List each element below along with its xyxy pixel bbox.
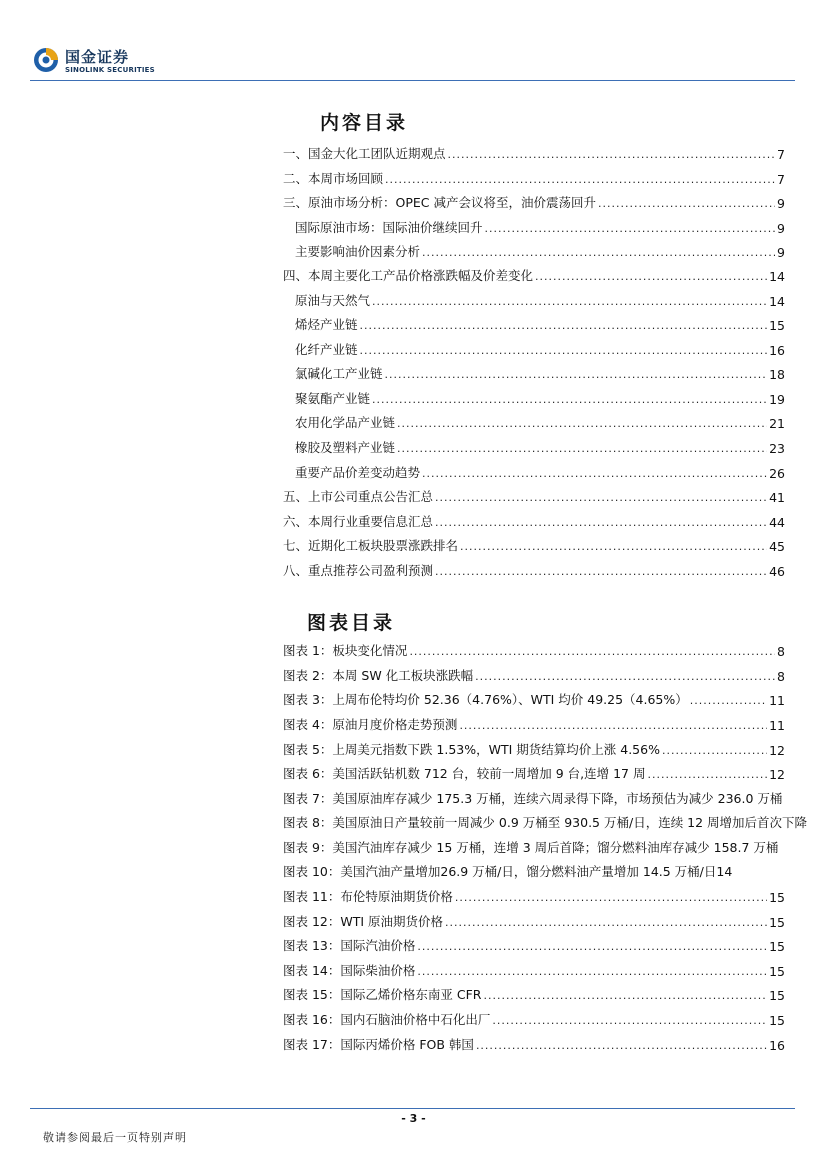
dot-leader	[459, 719, 767, 733]
dot-leader	[435, 516, 767, 530]
figure-item[interactable]	[283, 690, 785, 708]
toc-item-text: 烯烃产业链	[295, 317, 358, 332]
toc-item-page: 14	[769, 269, 785, 284]
sinolink-logo-icon	[33, 47, 59, 73]
figure-item-page: 15	[769, 890, 785, 905]
toc-item-text: 化纤产业链	[295, 342, 358, 357]
toc-item-text: 氯碱化工产业链	[295, 366, 383, 381]
figure-item[interactable]	[283, 887, 785, 905]
dot-leader	[385, 173, 775, 187]
toc-subitem[interactable]	[283, 315, 785, 333]
figure-item-text: 图表 12：WTI 原油期货价格	[283, 914, 444, 929]
dot-leader	[417, 965, 767, 979]
toc-item[interactable]	[283, 144, 785, 162]
toc-subitem[interactable]	[283, 218, 785, 236]
figure-item-text: 图表 17：国际丙烯价格 FOB 韩国	[283, 1037, 474, 1052]
figure-item-text: 图表 11：布伦特原油期货价格	[283, 889, 453, 904]
figure-item-text: 图表 4：原油月度价格走势预测	[283, 717, 458, 732]
figure-item-text: 图表 5：上周美元指数下跌 1.53%，WTI 期货结算均价上涨 4.56%	[283, 742, 660, 757]
dot-leader	[372, 295, 767, 309]
logo-english-name: SINOLINK SECURITIES	[65, 66, 155, 74]
toc-item-text: 八、重点推荐公司盈利预测	[283, 563, 434, 578]
toc-item-text: 聚氨酯产业链	[295, 391, 371, 406]
toc-item-page: 16	[769, 343, 785, 358]
toc-item-page: 41	[769, 490, 785, 505]
toc-item-text: 一、国金大化工团队近期观点	[283, 146, 446, 161]
toc-subitem[interactable]	[283, 340, 785, 358]
figure-item[interactable]	[283, 740, 785, 758]
figure-item-text: 图表 3：上周布伦特均价 52.36（4.76%）、WTI 均价 49.25（4.65%）	[283, 692, 688, 707]
dot-leader	[422, 246, 775, 260]
toc-subitem[interactable]	[283, 291, 785, 309]
dot-leader	[455, 891, 767, 905]
header-divider	[30, 80, 795, 81]
toc-item[interactable]	[283, 487, 785, 505]
toc-item-page: 23	[769, 441, 785, 456]
toc-item[interactable]	[283, 266, 785, 284]
figure-item-page: 8	[777, 669, 785, 684]
figure-item-page: 16	[769, 1038, 785, 1053]
figure-item-page: 15	[769, 988, 785, 1003]
figure-item-page: 11	[769, 718, 785, 733]
figure-item-text: 图表 10：美国汽油产量增加26.9 万桶/日，馏分燃料油产量增加 14.5 万桶/日14	[283, 864, 733, 879]
figure-list-title: 图表目录	[307, 612, 396, 634]
toc-item-text: 农用化学品产业链	[295, 415, 396, 430]
dot-leader	[690, 694, 767, 708]
figure-item[interactable]	[283, 789, 827, 807]
dot-leader	[460, 540, 767, 554]
toc-item[interactable]	[283, 169, 785, 187]
dot-leader	[422, 467, 767, 481]
figure-item-page: 15	[769, 915, 785, 930]
toc-subitem[interactable]	[283, 413, 785, 431]
dot-leader	[360, 319, 768, 333]
dot-leader	[492, 1014, 767, 1028]
toc-item-page: 7	[777, 147, 785, 162]
figure-item-text: 图表 14：国际柴油价格	[283, 963, 416, 978]
toc-item-text: 三、原油市场分析：OPEC 减产会议将至，油价震荡回升	[283, 195, 596, 210]
toc-item-text: 七、近期化工板块股票涨跌排名	[283, 538, 459, 553]
figure-item-text: 图表 8：美国原油日产量较前一周减少 0.9 万桶至 930.5 万桶/日，连续 12 周增加后首次下降	[283, 815, 808, 830]
page-header	[0, 0, 827, 82]
figure-item[interactable]	[283, 961, 785, 979]
figure-item-page: 12	[769, 767, 785, 782]
figure-item[interactable]	[283, 715, 785, 733]
figure-item-text: 图表 1：板块变化情况	[283, 643, 408, 658]
toc-item-text: 六、本周行业重要信息汇总	[283, 514, 434, 529]
figure-item[interactable]	[283, 862, 827, 880]
figure-item-page: 12	[769, 743, 785, 758]
figure-item-page: 11	[769, 693, 785, 708]
toc-item-page: 45	[769, 539, 785, 554]
dot-leader	[385, 368, 768, 382]
figure-item-text: 图表 9：美国汽油库存减少 15 万桶，连增 3 周后首降；馏分燃料油库存减少 158.7 万桶	[283, 840, 779, 855]
toc-item[interactable]	[283, 561, 785, 579]
figure-item-text: 图表 7：美国原油库存减少 175.3 万桶，连续六周录得下降，市场预估为减少 236.0 万桶	[283, 791, 783, 806]
toc-item[interactable]	[283, 193, 785, 211]
figure-item[interactable]	[283, 912, 785, 930]
figure-item-text: 图表 15：国际乙烯价格东南亚 CFR	[283, 987, 482, 1002]
dot-leader	[445, 916, 767, 930]
figure-item[interactable]	[283, 764, 785, 782]
toc-item-page: 44	[769, 515, 785, 530]
figure-item-page: 15	[769, 1013, 785, 1028]
toc-item-page: 9	[777, 221, 785, 236]
figure-item[interactable]	[283, 813, 827, 831]
company-logo	[33, 47, 153, 77]
dot-leader	[448, 148, 776, 162]
dot-leader	[372, 393, 767, 407]
toc-item-page: 18	[769, 367, 785, 382]
dot-leader	[485, 222, 776, 236]
dot-leader	[409, 645, 775, 659]
footer-disclaimer: 敬请参阅最后一页特别声明	[43, 1131, 187, 1144]
toc-subitem[interactable]	[283, 438, 785, 456]
figure-item[interactable]	[283, 838, 827, 856]
toc-subitem[interactable]	[283, 242, 785, 260]
logo-chinese-name: 国金证券	[65, 48, 130, 66]
figure-item[interactable]	[283, 666, 785, 684]
dot-leader	[435, 565, 767, 579]
dot-leader	[535, 270, 767, 284]
figure-item-text: 图表 16：国内石脑油价格中石化出厂	[283, 1012, 491, 1027]
figure-item-text: 图表 13：国际汽油价格	[283, 938, 416, 953]
toc-item-text: 原油与天然气	[295, 293, 371, 308]
toc-title: 内容目录	[320, 112, 409, 134]
toc-item[interactable]	[283, 536, 785, 554]
toc-item-page: 14	[769, 294, 785, 309]
toc-item-page: 7	[777, 172, 785, 187]
toc-item-text: 二、本周市场回顾	[283, 171, 384, 186]
toc-item-page: 9	[777, 196, 785, 211]
toc-item-page: 19	[769, 392, 785, 407]
toc-subitem[interactable]	[283, 463, 785, 481]
toc-item-text: 五、上市公司重点公告汇总	[283, 489, 434, 504]
dot-leader	[662, 744, 767, 758]
figure-item[interactable]	[283, 1035, 785, 1053]
dot-leader	[397, 442, 767, 456]
toc-subitem[interactable]	[283, 364, 785, 382]
toc-item[interactable]	[283, 512, 785, 530]
toc-item-page: 21	[769, 416, 785, 431]
figure-item-text: 图表 2：本周 SW 化工板块涨跌幅	[283, 668, 474, 683]
figure-item[interactable]	[283, 641, 785, 659]
toc-item-text: 橡胶及塑料产业链	[295, 440, 396, 455]
toc-item-page: 9	[777, 245, 785, 260]
footer-divider	[30, 1108, 795, 1109]
toc-item-text: 重要产品价差变动趋势	[295, 465, 421, 480]
toc-item-text: 四、本周主要化工产品价格涨跌幅及价差变化	[283, 268, 534, 283]
dot-leader	[483, 989, 767, 1003]
toc-subitem[interactable]	[283, 389, 785, 407]
dot-leader	[647, 768, 767, 782]
dot-leader	[475, 670, 775, 684]
page-number: - 3 -	[401, 1112, 426, 1125]
figure-item[interactable]	[283, 985, 785, 1003]
toc-item-text: 国际原油市场：国际油价继续回升	[295, 220, 483, 235]
dot-leader	[598, 197, 775, 211]
figure-item-page: 8	[777, 644, 785, 659]
dot-leader	[360, 344, 768, 358]
figure-item-page: 15	[769, 939, 785, 954]
dot-leader	[435, 491, 767, 505]
toc-item-page: 15	[769, 318, 785, 333]
dot-leader	[397, 417, 767, 431]
figure-item[interactable]	[283, 936, 785, 954]
dot-leader	[476, 1039, 767, 1053]
figure-item-page: 15	[769, 964, 785, 979]
toc-item-page: 46	[769, 564, 785, 579]
figure-item[interactable]	[283, 1010, 785, 1028]
toc-item-page: 26	[769, 466, 785, 481]
dot-leader	[417, 940, 767, 954]
toc-item-text: 主要影响油价因素分析	[295, 244, 421, 259]
figure-item-text: 图表 6：美国活跃钻机数 712 台，较前一周增加 9 台,连增 17 周	[283, 766, 646, 781]
